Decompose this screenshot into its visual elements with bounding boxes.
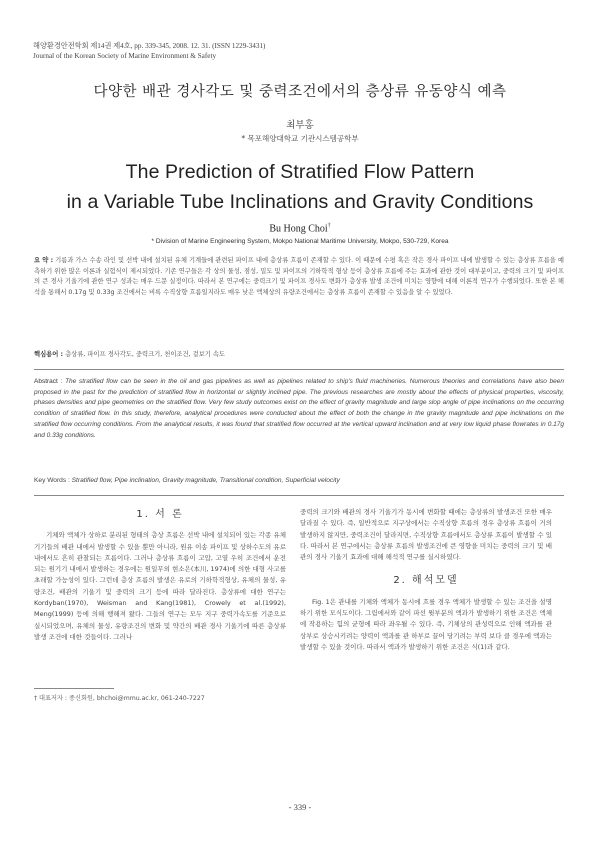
english-abstract-label: Abstract : xyxy=(34,378,63,385)
english-keywords-label: Key Words : xyxy=(34,477,70,484)
journal-citation: 해양환경안전학회 제14권 제4호, pp. 339-345, 2008. 12. 31. (ISSN 1229-3431) xyxy=(33,42,266,50)
korean-author: 최부홍 xyxy=(286,120,314,131)
left-column xyxy=(34,507,286,643)
english-author-name: Bu Hong Choi xyxy=(269,223,328,235)
section-1-paragraph: 기체와 액체가 상하로 분리된 형태의 층상 흐름은 선박 내에 설치되어 있는 각종 유체 기기들의 배관 내에서 발생할 수 있을 뿐만 아니라, 원유 이송 파이프 및 상하수도의 유로 내에서도 흔히 관찰되는 흐름이다. 그러나 층상류 흐름이 고압, 고열 우히 조건에서 운전되는 원기기 내에서 발생하는 경우에는 원일무외 현소은(本川, 1974)에 의한 대형 사고를 초래할 가능성이 있다. 그런데 층상 흐름의 발생은 유로의 기하학적형상, 유체의 물성, 유량조건, 배관의 기울기 및 중력의 크기 등에 따라 달라진다. 층상류에 대한 연구는 Kordyban(1970), Weisman and Kang(1981), Crowely et al.(1992), Meng(1999) 등에 의해 행해져 왔다. 그들의 연구는 모두 지구 중력가속도를 기준으로 실시되었으며, 유체의 물성, 유량조건의 변화 및 약간의 배관 경사 기울기에 따른 층상류 발생 조건에 대한 것들이다. 그러나 xyxy=(34,531,286,641)
korean-title: 다양한 배관 경사각도 및 중력조건에서의 층상류 유동양식 예측 xyxy=(93,84,507,100)
right-column-paragraph-1: 중력의 크기와 배관의 경사 기울기가 동시에 변화할 때에는 층상류의 발생조건 또한 매우 달라질 수 있다. 즉, 일반적으로 지구상에서는 수직상향 흐름의 경우 층상류 흐름이 거의 발생하지 않지만, 중력조건이 달라지면, 수직상향 흐름에서도 층상류 흐름이 발생할 수 있다. 따라서 본 연구에서는 층상류 흐름의 발생조건에 큰 영향을 미치는 중력의 크기 및 배관의 경사 기울기 효과에 대해 해석적 연구를 실시하였다. xyxy=(300,508,552,562)
abstract-divider xyxy=(34,369,564,370)
footnote-divider xyxy=(34,688,114,689)
keywords-divider xyxy=(34,495,564,496)
korean-abstract-label: 요 약 : xyxy=(34,257,54,264)
korean-affiliation: * 목포해양대학교 기관시스템공학부 xyxy=(241,134,359,143)
english-title xyxy=(0,157,600,217)
korean-keywords xyxy=(34,349,564,358)
english-keywords xyxy=(34,477,564,484)
section-2-heading: 2. 해석모델 xyxy=(393,575,459,587)
page-number: - 339 - xyxy=(288,802,312,812)
english-affiliation: * Division of Marine Engineering System, Mokpo National Maritime University, Mokpo, 530-729, Korea xyxy=(151,238,449,245)
english-author xyxy=(0,223,600,234)
section-1-heading: 1. 서 론 xyxy=(136,509,184,520)
journal-header xyxy=(33,41,265,61)
section-2-paragraph: Fig. 1은 관내를 기체와 액체가 동시에 흐를 경우 액체가 발생할 수 있는 조건을 설명하기 위한 모식도이다. 그림에서와 같이 파선 윗부분의 액과가 발생하기 위한 조건은 액체에 작용하는 힘의 균형에 따라 좌우될 수 있다. 즉, 기체상의 관성력으로 인해 액과를 관 상부로 상승시키려는 양력이 액과를 관 하부로 끌어 당기려는 부력 보다 클 경우에 액과는 발생할 수 있을 것이다. 따라서 액과가 발생하기 위한 조건은 식(1)과 같다. xyxy=(300,597,552,651)
korean-abstract-text: 기름과 가스 수송 라인 및 선박 내에 설치된 유체 기계들에 관련된 파이프 내에 층상류 흐름이 존재할 수 있다. 이 때문에 수평 혹은 작은 경사 파이프 내에 발생할 수 있는 층상류 흐름을 예측하기 위한 많은 이론과 실험식이 제시되었다. 기존 연구들은 각 상의 물성, 점성, 밀도 및 파이프의 기하학적 형상 등이 층상류 흐름에 주는 효과에 관한 것이 대부분이고, 중력의 크기 및 파이프의 큰 경사 기울기에 관한 연구 성과는 매우 드문 실정이다. 따라서 본 연구에는 중력크기 및 파이프 경사도 변화가 층상류 발생 조건에 미치는 영향에 대해 이론적 연구가 수행되었다. 또한 본 해석을 통해서 0.17g 및 0.33g 조건에서는 비록 수직상향 흐름일지라도 매우 낮은 액체상의 유량조건에서는 층상류 흐름이 존재할 수 있음을 알 수 있었다. xyxy=(34,257,564,296)
korean-keywords-text: 층상류, 파이프 경사각도, 중력크기, 천이조건, 겉보기 속도 xyxy=(65,351,225,358)
english-abstract-text: The stratified flow can be seen in the oil and gas pipelines as well as pipelines related to ship's fluid machineries. Numerous theories and correlations have also been proposed in the past for the prediction of stratified flow in horizontal or slightly inclined pipe. The previous researches are mostly about the effects of physical properties, viscosity, phases densities and pipe geometries on the stratified flow. Very few study outcomes exist on the effect of gravity magnitude and large slop angle of pipe inclinations on the occurring condition of stratified flow. In this study, therefore, analytical procedures were conducted about the effect of both the change in the gravity magnitude and pipe inclinations on the stratified flow occurring conditions. From the analytical results, it was found that stratified flow occurred at the vertical upward inclination and at very low liquid phase flowrates in 0.17g and 0.33g conditions. xyxy=(34,378,564,439)
english-keywords-text: Stratified flow, Pipe inclination, Gravity magnitude, Transitional condition, Superficial velocity xyxy=(71,477,340,484)
footnote: † 대표저자 : 종신회원, bhchoi@mmu.ac.kr, 061-240-7227 xyxy=(34,695,205,702)
korean-abstract xyxy=(34,256,564,298)
korean-keywords-label: 핵심용어 : xyxy=(34,351,64,358)
journal-name: Journal of the Korean Society of Marine Environment & Safety xyxy=(33,52,217,60)
english-title-line2: in a Variable Tube Inclinations and Gravity Conditions xyxy=(66,191,534,213)
english-title-line1: The Prediction of Stratified Flow Pattern xyxy=(125,161,475,183)
right-column xyxy=(300,507,552,653)
corresponding-author-mark: † xyxy=(327,223,331,229)
english-abstract xyxy=(34,377,564,441)
